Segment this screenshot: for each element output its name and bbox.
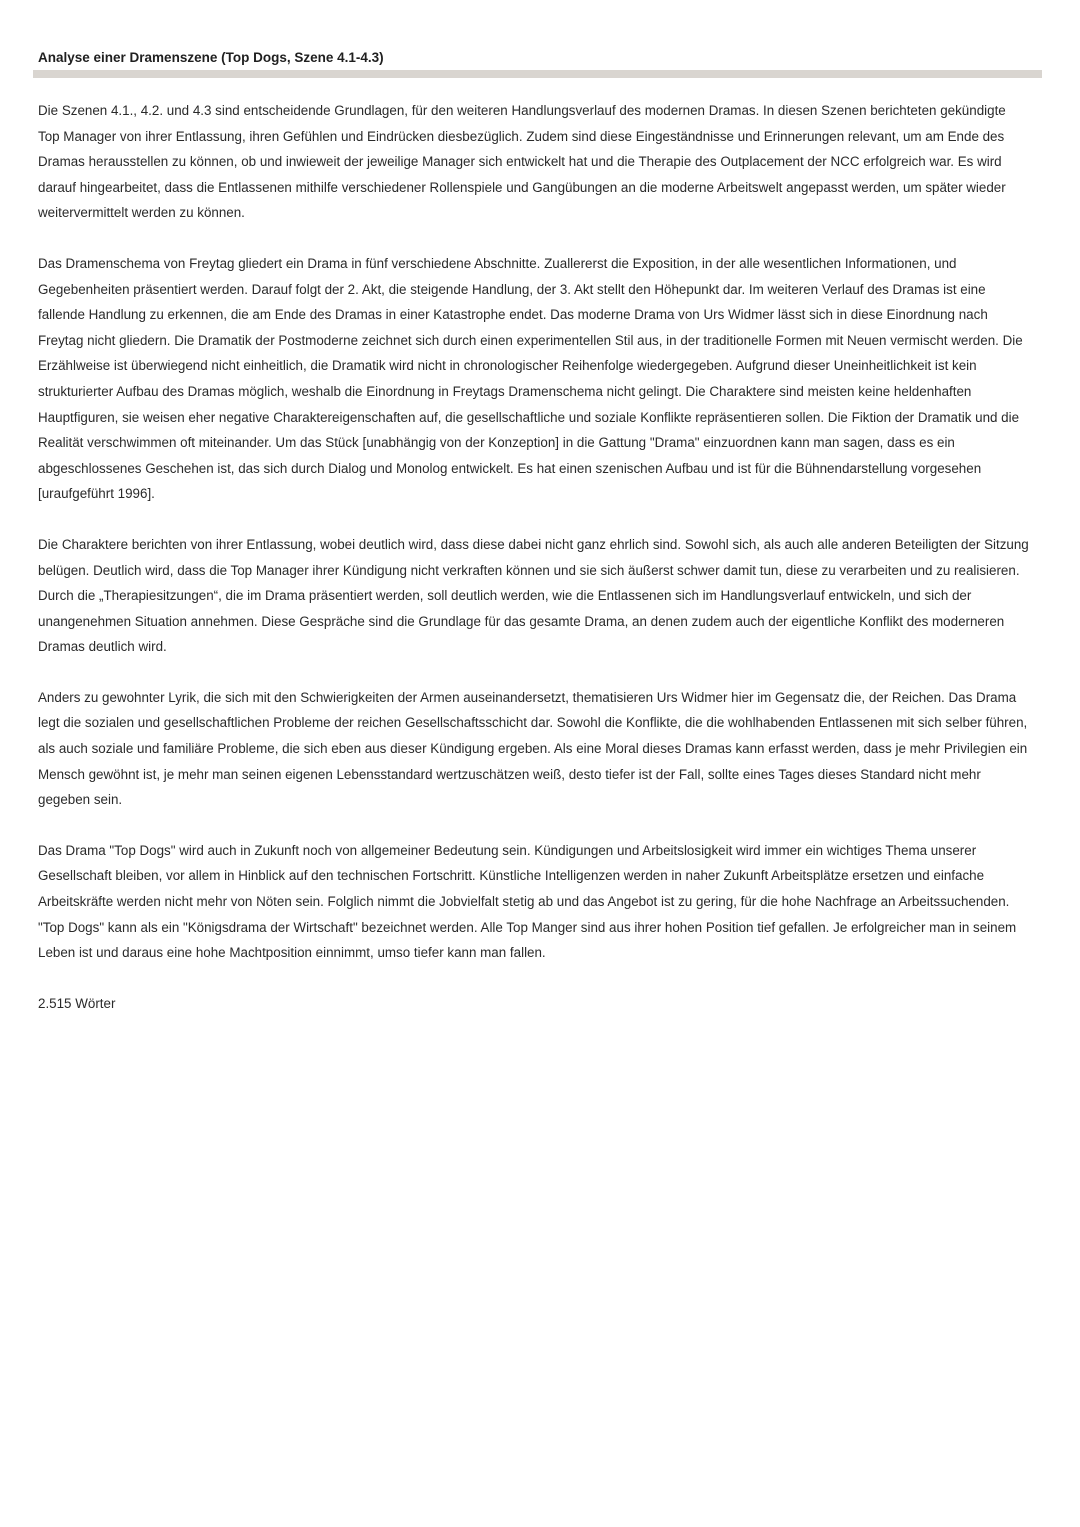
document-body — [38, 98, 1030, 1016]
document-title: Analyse einer Dramenszene (Top Dogs, Szene 4.1-4.3) — [38, 50, 384, 65]
title-divider — [33, 70, 1042, 78]
paragraph-4: Anders zu gewohnter Lyrik, die sich mit den Schwierigkeiten der Armen auseinandersetzt, thematisieren Urs Widmer hier im Gegensatz die, der Reichen. Das Drama legt die sozialen und gesellschaftlichen Probleme der reichen Gesellschaftsschicht dar. Sowohl die Konflikte, die die wohlhabenden Entlassenen mit sich selber führen, als auch soziale und familiäre Probleme, die sich eben aus dieser Kündigung ergeben. Als eine Moral dieses Dramas kann erfasst werden, dass je mehr Privilegien ein Mensch gewöhnt ist, je mehr man seinen eigenen Lebensstandard wertzuschätzen weiß, desto tiefer ist der Fall, sollte eines Tages dieses Standard nicht mehr gegeben sein. — [38, 689, 1028, 808]
paragraph-2: Das Dramenschema von Freytag gliedert ein Drama in fünf verschiedene Abschnitte. Zuallererst die Exposition, in der alle wesentlichen Informationen, und Gegebenheiten präsentiert werden. Darauf folgt der 2. Akt, die steigende Handlung, der 3. Akt stellt den Höhepunkt dar. Im weiteren Verlauf des Dramas ist eine fallende Handlung zu erkennen, die am Ende des Dramas in einer Katastrophe endet. Das moderne Drama von Urs Widmer lässt sich in diese Einordnung nach Freytag nicht gliedern. Die Dramatik der Postmoderne zeichnet sich durch einen experimentellen Stil aus, in der traditionelle Formen mit Neuen vermischt werden. Die Erzählweise ist überwiegend nicht einheitlich, die Dramatik wird nicht in chronologischer Reihenfolge wiedergegeben. Aufgrund dieser Uneinheitlichkeit ist kein strukturierter Aufbau des Dramas möglich, weshalb die Einordnung in Freytags Dramenschema nicht gelingt. Die Charaktere sind meisten keine heldenhaften Hauptfiguren, sie weisen eher negative Charaktereigenschaften auf, die gesellschaftliche und soziale Konflikte repräsentieren sollen. Die Fiktion der Dramatik und die Realität verschwimmen oft miteinander. Um das Stück [unabhängig von der Konzeption] in die Gattung "Drama" einzuordnen kann man sagen, dass es ein abgeschlossenes Geschehen ist, das sich durch Dialog und Monolog entwickelt. Es hat einen szenischen Aufbau und ist für die Bühnendarstellung vorgesehen [uraufgeführt 1996]. — [38, 255, 1023, 502]
paragraph-1: Die Szenen 4.1., 4.2. und 4.3 sind entscheidende Grundlagen, für den weiteren Handlungsverlauf des modernen Dramas. In diesen Szenen berichteten gekündigte Top Manager von ihrer Entlassung, ihren Gefühlen und Eindrücken diesbezüglich. Zudem sind diese Eingeständnisse und Erinnerungen relevant, um am Ende des Dramas herausstellen zu können, ob und inwieweit der jeweilige Manager sich entwickelt hat und die Therapie des Outplacement der NCC erfolgreich war. Es wird darauf hingearbeitet, dass die Entlassenen mithilfe verschiedener Rollenspiele und Gangübungen an die moderne Arbeitswelt angepasst werden, um später wieder weitervermittelt werden zu können. — [38, 103, 1006, 221]
paragraph-5: Das Drama "Top Dogs" wird auch in Zukunft noch von allgemeiner Bedeutung sein. Kündigungen und Arbeitslosigkeit wird immer ein wichtiges Thema unserer Gesellschaft bleiben, vor allem in Hinblick auf den technischen Fortschritt. Künstliche Intelligenzen werden in naher Zukunft Arbeitsplätze ersetzen und einfache Arbeitskräfte werden nicht mehr von Nöten sein. Folglich nimmt die Jobvielfalt stetig ab und das Angebot ist zu gering, für die hohe Nachfrage an Arbeitssuchenden. "Top Dogs" kann als ein "Königsdrama der Wirtschaft" bezeichnet werden. Alle Top Manger sind aus ihrer hohen Position tief gefallen. Je erfolgreicher man in seinem Leben ist und daraus eine hohe Machtposition einnimmt, umso tiefer kann man fallen. — [38, 842, 1017, 961]
word-count: 2.515 Wörter — [38, 995, 116, 1011]
paragraph-3: Die Charaktere berichten von ihrer Entlassung, wobei deutlich wird, dass diese dabei nicht ganz ehrlich sind. Sowohl sich, als auch alle anderen Beteiligten der Sitzung belügen. Deutlich wird, dass die Top Manager ihrer Kündigung nicht verkraften können und sie sich äußerst schwer damit tun, diese zu verarbeiten und zu realisieren. Durch die „Therapiesitzungen“, die im Drama präsentiert werden, soll deutlich werden, wie die Entlassenen sich im Handlungsverlauf entwickeln, und sich der unangenehmen Situation annehmen. Diese Gespräche sind die Grundlage für das gesamte Drama, an denen zudem auch der eigentliche Konflikt des moderneren Dramas deutlich wird. — [38, 536, 1029, 655]
